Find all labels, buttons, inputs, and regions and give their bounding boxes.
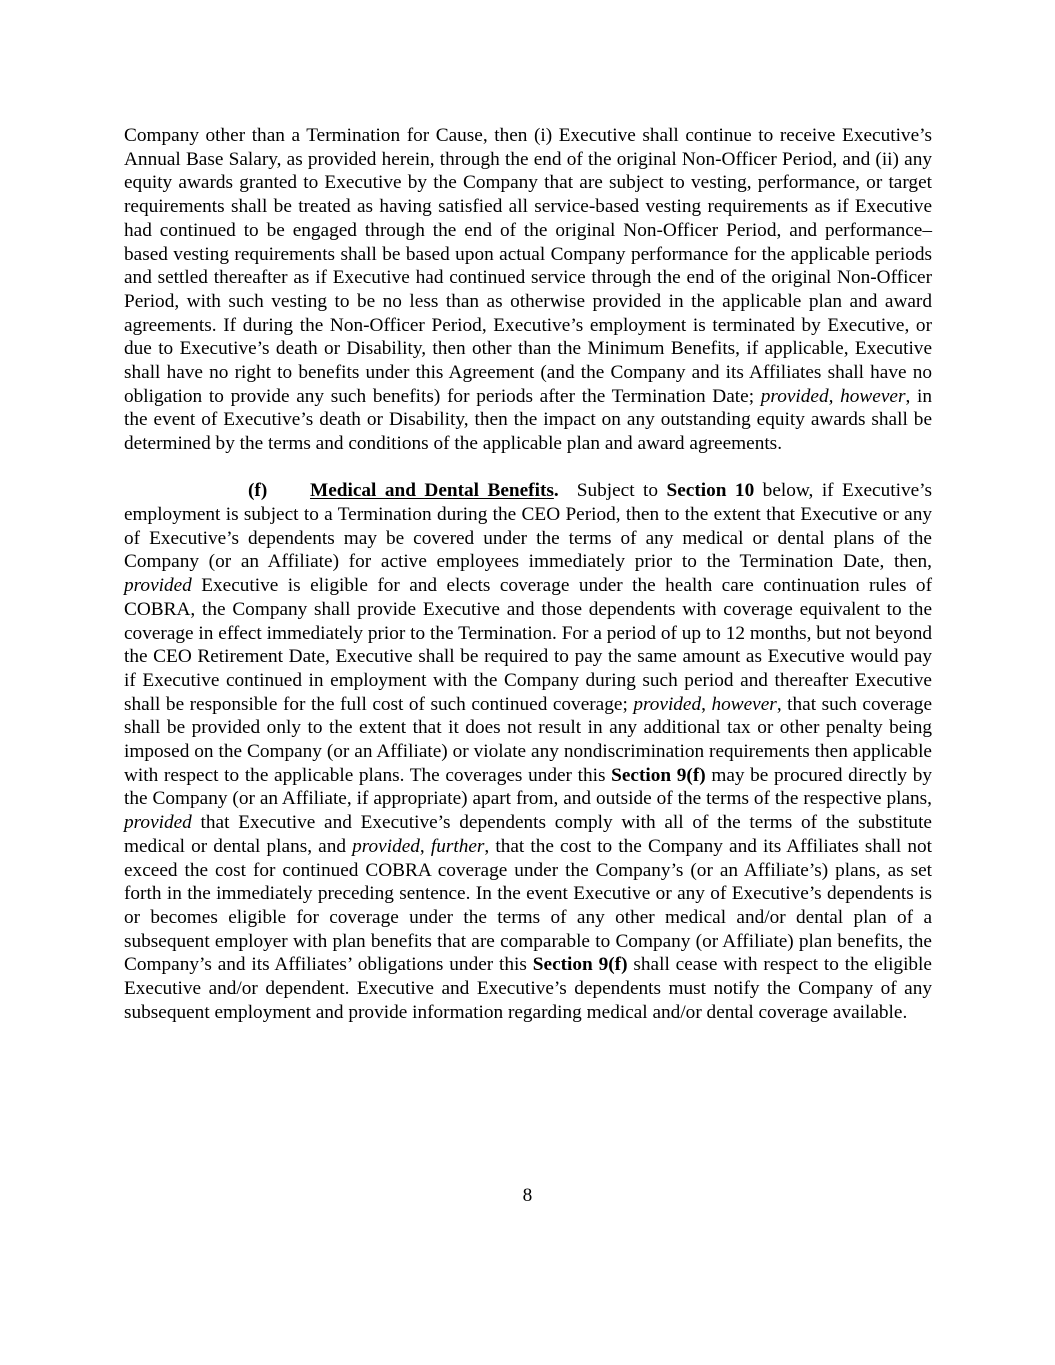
paragraph-text: , that such coverage shall be provided only to the extent that it does not result in any additional tax or other penalty being imposed on the Company (or an Affiliate) or violate any nondiscrimination requirements then applicable with respect to the applicable plans. The coverages under this — [124, 693, 932, 786]
paragraph-text: below, if Executive’s employment is subject to a Termination during the CEO Period, then to the extent that Executive or any of Executive’s dependents may be covered under the terms of any medical or dental plans of the Company (or an Affiliate) for active employees immediately prior to the Termination Date, then, — [124, 480, 933, 573]
paragraph-text: that Executive and Executive’s dependents comply with all of the terms of the substitute medical or dental plans, and — [124, 812, 932, 857]
document-page — [124, 124, 932, 1025]
italic-text: however — [711, 693, 777, 715]
italic-text: provided — [124, 812, 192, 834]
paragraph-text: Executive is eligible for and elects coverage under the health care continuation rules of COBRA, the Company shall provide Executive and those dependents with coverage equivalent to the coverage in effect immediately prior to the Termination. For a period of up to 12 months, but not beyond the CEO Retirement Date, Executive shall be required to pay the same amount as Executive would pay if Executive continued in employment with the Company during such period and thereafter Executive shall be responsible for the full cost of such continued coverage; — [124, 575, 932, 715]
paragraph-text: , in the event of Executive’s death or Disability, then the impact on any outstanding equity awards shall be determined by the terms and conditions of the applicable plan and award agreements. — [124, 385, 933, 455]
paragraph-text: Company other than a Termination for Cause, then (i) Executive shall continue to receive Executive’s Annual Base Salary, as provided herein, through the end of the original Non-Officer Period, and (ii) any equity awards granted to Executive by the Company that are subject to vesting, performance, or target requirements shall be treated as having satisfied all service-based vesting requirements as if Executive had continued to be engaged through the end of the original Non-Officer Period, and performance–based vesting requirements shall be based upon actual Company performance for the applicable periods and settled thereafter as if Executive had continued service through the end of the original Non-Officer Period, with such vesting to be no less than as otherwise provided in the applicable plan and award agreements. If during the Non-Officer Period, Executive’s employment is terminated by Executive, or due to Executive’s death or Disability, then other than the Minimum Benefits, if applicable, Executive shall have no right to benefits under this Agreement (and the Company and its Affiliates shall have no obligation to provide any such benefits) for periods after the Termination Date; — [124, 125, 932, 407]
section-heading: Medical and Dental Benefits — [310, 480, 554, 502]
section-label: (f) — [248, 480, 268, 502]
paragraph-text: , — [701, 693, 712, 715]
paragraph-medical-dental-benefits — [124, 479, 932, 1024]
italic-text: provided — [633, 693, 702, 715]
paragraph-text: may be procured directly by the Company (or an Affiliate, if appropriate) apart from, and outside of the terms of the respective plans, — [124, 764, 932, 810]
italic-text: provided — [124, 575, 192, 597]
paragraph-text: Subject to — [576, 480, 667, 502]
section-reference: Section 9(f) — [532, 954, 628, 976]
paragraph-text: shall cease with respect to the eligible Executive and/or dependent. Executive and Executive’s dependents must notify the Company of any subsequent employment and provide information regarding medical and/or dental coverage available. — [124, 954, 932, 1023]
italic-text: provided, however — [760, 385, 906, 407]
paragraph-non-officer-period — [124, 124, 932, 456]
italic-text: provided — [352, 835, 420, 857]
paragraph-text: , — [419, 835, 431, 857]
paragraph-text: , that the cost to the Company and its Affiliates shall not exceed the cost for continued COBRA coverage under the Company’s (or an Affiliate’s) plans, as set forth in the immediately preceding sentence. In the event Executive or any of Executive’s dependents is or becomes eligible for coverage under the terms of any other medical and/or dental plan of a subsequent employer with plan benefits that are comparable to Company (or Affiliate) plan benefits, the Company’s and its Affiliates’ obligations under this — [124, 835, 932, 976]
section-reference: Section 10 — [666, 480, 755, 502]
italic-text: further — [430, 835, 485, 857]
section-heading-period: . — [553, 480, 559, 502]
section-reference: Section 9(f) — [611, 764, 706, 786]
page-number: 8 — [522, 1185, 533, 1206]
